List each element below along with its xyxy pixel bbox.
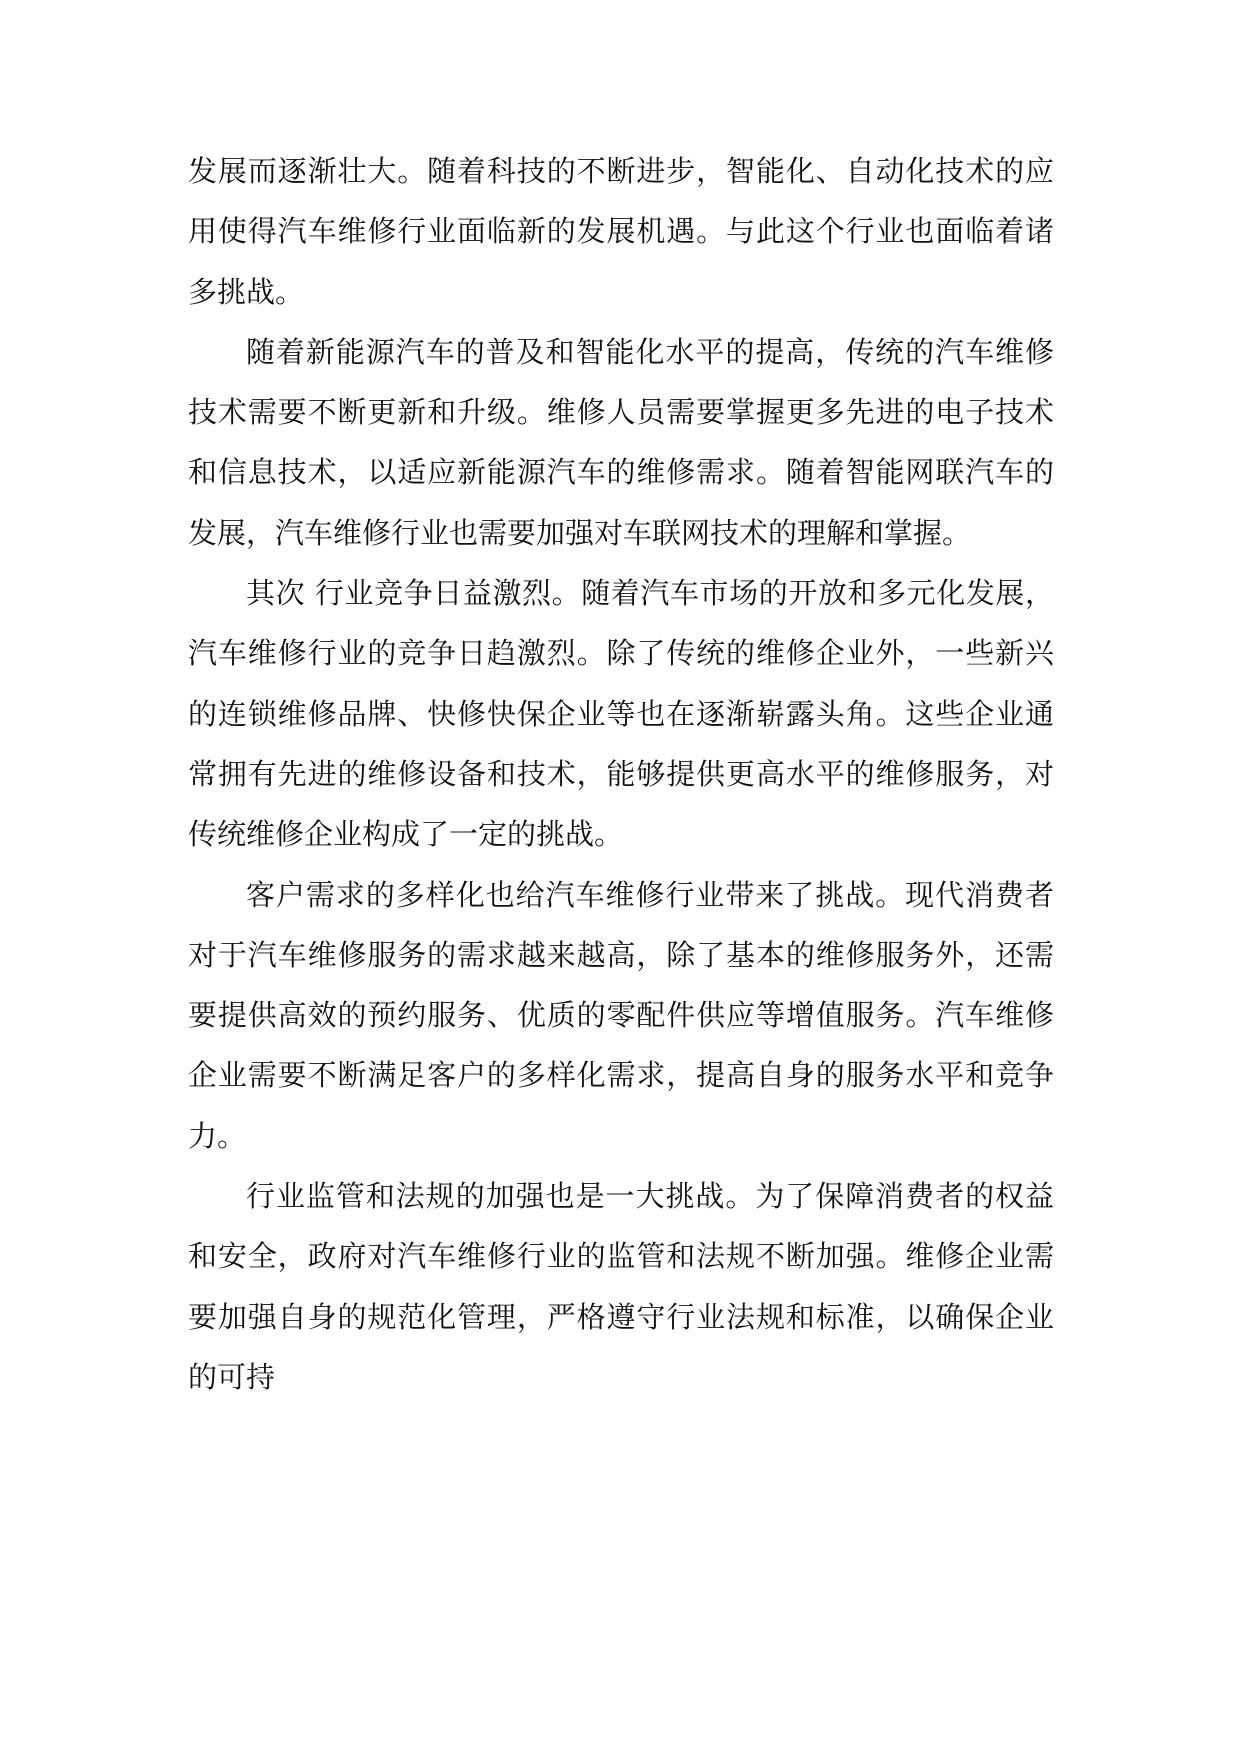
paragraph: 客户需求的多样化也给汽车维修行业带来了挑战。现代消费者对于汽车维修服务的需求越来越高，除了基本的维修服务外，还需要提供高效的预约服务、优质的零配件供应等增值服务。汽车维修企业需要不断满足客户的多样化需求，提高自身的服务水平和竞争力。 (188, 877, 1054, 1153)
body-text (188, 141, 1054, 1407)
paragraph: 其次 行业竞争日益激烈。随着汽车市场的开放和多元化发展，汽车维修行业的竞争日趋激烈。除了传统的维修企业外，一些新兴的连锁维修品牌、快修快保企业等也在逐渐崭露头角。这些企业通常拥有先进的维修设备和技术，能够提供更高水平的维修服务，对传统维修企业构成了一定的挑战。 (188, 576, 1054, 852)
paragraph: 随着新能源汽车的普及和智能化水平的提高，传统的汽车维修技术需要不断更新和升级。维修人员需要掌握更多先进的电子技术和信息技术，以适应新能源汽车的维修需求。随着智能网联汽车的发展，汽车维修行业也需要加强对车联网技术的理解和掌握。 (188, 334, 1054, 550)
paragraph: 行业监管和法规的加强也是一大挑战。为了保障消费者的权益和安全，政府对汽车维修行业的监管和法规不断加强。维修企业需要加强自身的规范化管理，严格遵守行业法规和标准，以确保企业的可持 (188, 1179, 1054, 1394)
paragraph-continuation: 发展而逐渐壮大。随着科技的不断进步，智能化、自动化技术的应用使得汽车维修行业面临新的发展机遇。与此这个行业也面临着诸多挑战。 (188, 154, 1054, 309)
